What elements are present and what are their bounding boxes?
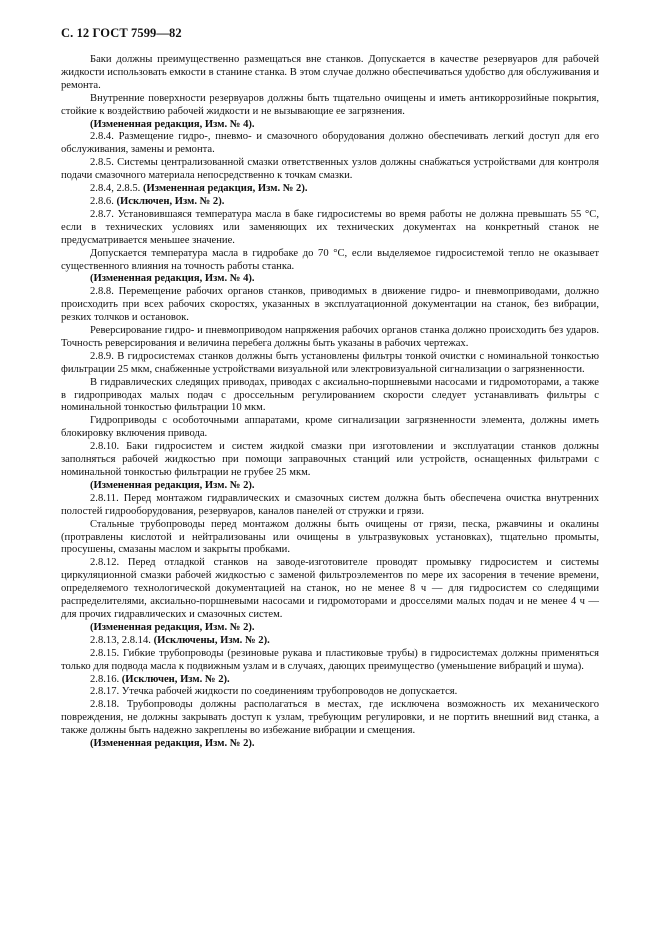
paragraph: 2.8.6. (Исключен, Изм. № 2). [90,195,225,207]
paragraph: 2.8.18. Трубопроводы должны располагаться в местах, где исключена возможность их механического повреждения, не должны закрывать доступ к узлам, требующим регулировки, и не портить внешний вид станка, а также должны быть надежно закреплены во избежание вибрации и смещения. [61,699,599,737]
paragraph: 2.8.4. Размещение гидро-, пневмо- и смазочного оборудования должно обеспечивать легкий доступ для его обслуживания, замены и ремонта. [61,131,599,156]
paragraph: 2.8.10. Баки гидросистем и систем жидкой смазки при изготовлении и эксплуатации станков должны заполняться рабочей жидкостью при помощи заправочных станций или устройств, оснащенных фильтрами с номинальной тонкостью фильтрации не грубее 25 мкм. [61,441,599,478]
paragraph: 2.8.9. В гидросистемах станков должны быть установлены фильтры тонкой очистки с номинальной тонкостью фильтрации 25 мкм, снабженные устройствами визуальной или электровизуальной сигнализации о загрязненности. [61,350,599,375]
amendment-note: (Измененная редакция, Изм. № 2). [90,738,255,750]
paragraph: Гидроприводы с особоточными аппаратами, кроме сигнализации загрязненности элемента, должны иметь блокировку включения привода. [61,415,599,440]
paragraph: Внутренние поверхности резервуаров должны быть тщательно очищены и иметь антикоррозийные покрытия, стойкие к воздействию рабочей жидкости и не вызывающие ее загрязнения. [61,92,599,117]
paragraph: 2.8.13, 2.8.14. (Исключены, Изм. № 2). [90,634,270,646]
paragraph: 2.8.17. Утечка рабочей жидкости по соединениям трубопроводов не допускается. [90,686,458,698]
paragraph: 2.8.4, 2.8.5. (Измененная редакция, Изм. № 2). [90,183,308,195]
paragraph: Реверсирование гидро- и пневмоприводом напряжения рабочих органов станка должно происходить без ударов. Точность реверсирования и величина перебега должны быть указаны в рабочих чертежах. [61,325,599,349]
paragraph: 2.8.7. Установившаяся температура масла в баке гидросистемы во время работы не должна превышать 55 °С, если в технических условиях или заменяющих их технических документах на конкретный станок не предусматривается меньшее значение. [61,208,599,246]
paragraph: 2.8.16. (Исключен, Изм. № 2). [90,673,230,685]
document-body [61,54,599,751]
page-header: С. 12 ГОСТ 7599—82 [61,26,182,40]
paragraph: 2.8.12. Перед отладкой станков на заводе-изготовителе проводят промывку гидросистем и системы циркуляционной смазки рабочей жидкостью с заменой фильтроэлементов по мере их засорения в течение времени, определяемого технологической документацией на станок, но не менее 8 ч — для гидросистем со следящими распределителями, аксиально-поршневыми насосами и гидромоторами и дросселями малых подач и не менее 4 ч — для прочих гидравлических и смазочных систем. [61,557,599,620]
paragraph: 2.8.5. Системы централизованной смазки ответственных узлов должны снабжаться устройствами для контроля подачи смазочного материала непосредственно к точкам смазки. [61,157,599,182]
paragraph: 2.8.8. Перемещение рабочих органов станков, приводимых в движение гидро- и пневмоприводами, должно происходить при всех рабочих скоростях, указанных в эксплуатационной документации на станок, без вибрации, резких толчков и остановок. [61,286,599,324]
paragraph: Стальные трубопроводы перед монтажом должны быть очищены от грязи, песка, ржавчины и окалины (протравлены кислотой и нейтрализованы или очищены в ультразвуковых установках), тщательно промыты, просушены, смазаны маслом и закрыты пробками. [61,518,599,556]
amendment-note: (Измененная редакция, Изм. № 2). [90,621,255,633]
paragraph: 2.8.11. Перед монтажом гидравлических и смазочных систем должна быть обеспечена очистка внутренних полостей гидрооборудования, резервуаров, каналов панелей от стружки и грязи. [61,492,599,517]
amendment-note: (Измененная редакция, Изм. № 2). [90,479,255,491]
paragraph: Баки должны преимущественно размещаться вне станков. Допускается в качестве резервуаров для рабочей жидкости использовать емкости в станине станка. В этом случае должно обеспечиваться удобство для обслуживания и ремонта. [61,54,599,91]
paragraph: Допускается температура масла в гидробаке до 70 °С, если выделяемое гидросистемой тепло не оказывает существенного влияния на точность работы станка. [61,247,599,272]
paragraph: В гидравлических следящих приводах, приводах с аксиально-поршневыми насосами и гидромоторами, а также в гидроприводах малых подач с дроссельным регулированием скорости следует устанавливать фильтры с номинальной тонкостью фильтрации 10 мкм. [61,376,599,414]
amendment-note: (Измененная редакция, Изм. № 4). [90,273,255,285]
paragraph: 2.8.15. Гибкие трубопроводы (резиновые рукава и пластиковые трубы) в гидросистемах должны применяться только для подвода масла к подвижным узлам и в случаях, дающих преимущество (уменьшение вибраций и шума). [61,647,599,672]
amendment-note: (Измененная редакция, Изм. № 4). [90,118,255,130]
